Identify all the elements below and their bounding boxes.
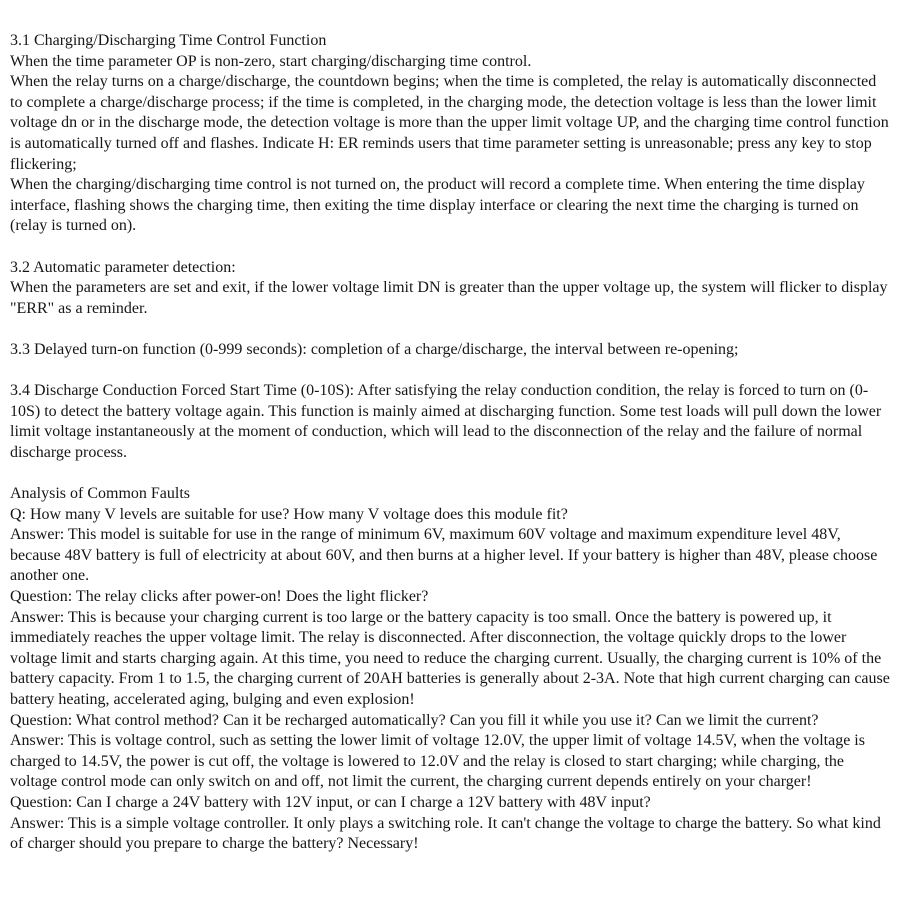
section-3-2-automatic-parameter-detection bbox=[10, 258, 891, 320]
paragraph: When the parameters are set and exit, if the lower voltage limit DN is greater than the upper voltage up, the system will flicker to display "ERR" as a reminder. bbox=[10, 279, 888, 317]
paragraph: Q: How many V levels are suitable for use? How many V voltage does this module fit? bbox=[10, 505, 568, 523]
paragraph: 3.2 Automatic parameter detection: bbox=[10, 258, 236, 276]
paragraph: Answer: This is voltage control, such as setting the lower limit of voltage 12.0V, the upper limit of voltage 14.5V, when the voltage is charged to 14.5V, the power is cut off, the voltage is lowered to 12.0V and the relay is closed to start charging; while charging, the voltage control mode can only switch on and off, not limit the current, the charging current depends entirely on your charger! bbox=[10, 732, 865, 791]
paragraph: Question: What control method? Can it be recharged automatically? Can you fill it while you use it? Can we limit the current? bbox=[10, 711, 819, 729]
paragraph: 3.1 Charging/Discharging Time Control Function bbox=[10, 32, 327, 49]
paragraph: Answer: This is because your charging current is too large or the battery capacity is too small. Once the battery is powered up, it immediately reaches the upper voltage limit. The relay is disconnected. After disconnection, the voltage quickly drops to the lower voltage limit and starts charging again. At this time, you need to reduce the charging current. Usually, the charging current is 10% of the battery capacity. From 1 to 1.5, the charging current of 20AH batteries is generally about 2-3A. Note that high current charging can cause battery heating, accelerated aging, bulging and even explosion! bbox=[10, 608, 890, 708]
document-body bbox=[10, 31, 891, 855]
section-3-1-time-control bbox=[10, 31, 891, 237]
paragraph: When the time parameter OP is non-zero, start charging/discharging time control. bbox=[10, 52, 532, 70]
paragraph: Answer: This model is suitable for use in the range of minimum 6V, maximum 60V voltage and maximum expenditure level 48V, because 48V battery is full of electricity at about 60V, and then burns at a higher level. If your battery is higher than 48V, please choose another one. bbox=[10, 526, 878, 585]
paragraph: Question: Can I charge a 24V battery with 12V input, or can I charge a 12V battery with 48V input? bbox=[10, 793, 651, 811]
section-3-4-forced-start-time bbox=[10, 381, 891, 463]
paragraph: Analysis of Common Faults bbox=[10, 485, 191, 503]
paragraph: 3.4 Discharge Conduction Forced Start Time (0-10S): After satisfying the relay conduction condition, the relay is forced to turn on (0-10S) to detect the battery voltage again. This function is mainly aimed at discharging function. Some test loads will pull down the lower limit voltage instantaneously at the moment of conduction, which will lead to the disconnection of the relay and the failure of normal discharge process. bbox=[10, 382, 882, 461]
section-analysis-of-common-faults bbox=[10, 484, 891, 855]
paragraph: 3.3 Delayed turn-on function (0-999 seconds): completion of a charge/discharge, the interval between re-opening; bbox=[10, 340, 739, 358]
paragraph: Question: The relay clicks after power-on! Does the light flicker? bbox=[10, 588, 429, 606]
paragraph: Answer: This is a simple voltage controller. It only plays a switching role. It can't change the voltage to charge the battery. So what kind of charger should you prepare to charge the battery? Necessary! bbox=[10, 814, 881, 853]
paragraph: When the charging/discharging time control is not turned on, the product will record a complete time. When entering the time display interface, flashing shows the charging time, then exiting the time display interface or clearing the next time the charging is turned on (relay is turned on). bbox=[10, 176, 865, 235]
section-3-3-delayed-turn-on bbox=[10, 340, 891, 361]
paragraph: When the relay turns on a charge/discharge, the countdown begins; when the time is completed, the relay is automatically disconnected to complete a charge/discharge process; if the time is completed, in the charging mode, the detection voltage is less than the lower limit voltage dn or in the discharge mode, the detection voltage is more than the upper limit voltage UP, and the charging time control function is automatically turned off and flashes. Indicate H: ER reminds users that time parameter setting is unreasonable; press any key to stop flickering; bbox=[10, 73, 889, 173]
